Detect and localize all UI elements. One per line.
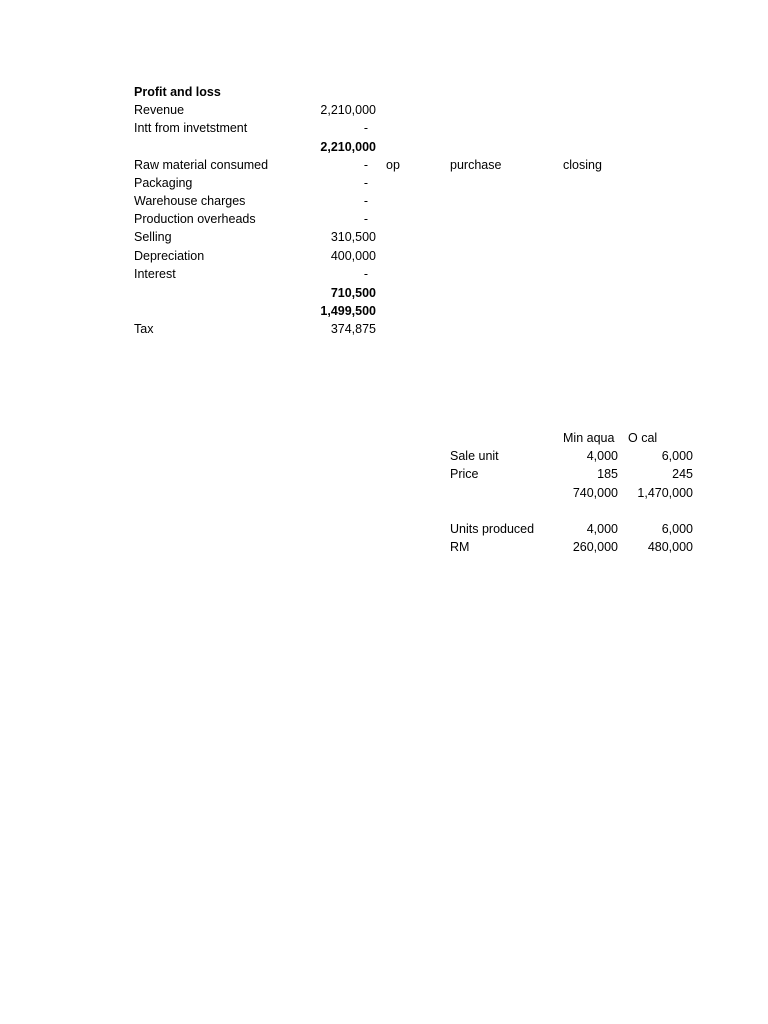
price-a: 185 bbox=[597, 467, 618, 481]
total-income-value: 2,210,000 bbox=[320, 140, 376, 154]
raw-material-value bbox=[296, 156, 376, 174]
price-label: Price bbox=[450, 467, 479, 481]
units-produced-b: 6,000 bbox=[661, 522, 693, 536]
tax-label: Tax bbox=[134, 322, 154, 336]
depreciation-label: Depreciation bbox=[134, 249, 205, 263]
price-b: 245 bbox=[672, 467, 693, 481]
sales-a: 740,000 bbox=[572, 486, 618, 500]
interest-label: Interest bbox=[134, 267, 176, 281]
rm-label: RM bbox=[450, 540, 470, 554]
depreciation-value: 400,000 bbox=[330, 249, 376, 263]
product-a-header: Min aqua bbox=[563, 431, 615, 445]
revenue-label: Revenue bbox=[134, 103, 185, 117]
total-expenses-value: 710,500 bbox=[330, 286, 376, 300]
sale-unit-label: Sale unit bbox=[450, 449, 499, 463]
raw-material-label: Raw material consumed bbox=[134, 158, 269, 172]
rm-a: 260,000 bbox=[572, 540, 618, 554]
packaging-value-text: - bbox=[363, 176, 368, 190]
sale-unit-b: 6,000 bbox=[661, 449, 693, 463]
sales-b: 1,470,000 bbox=[637, 486, 693, 500]
units-produced-a: 4,000 bbox=[586, 522, 618, 536]
profit-before-tax-value: 1,499,500 bbox=[320, 304, 376, 318]
closing-header: closing bbox=[563, 158, 602, 172]
selling-value: 310,500 bbox=[330, 230, 376, 244]
op-header: op bbox=[386, 158, 400, 172]
intt-value-text: - bbox=[363, 121, 368, 135]
intt-value bbox=[296, 119, 376, 137]
production-label: Production overheads bbox=[134, 212, 256, 226]
units-produced-label: Units produced bbox=[450, 522, 535, 536]
warehouse-value bbox=[296, 192, 376, 210]
sale-unit-a: 4,000 bbox=[586, 449, 618, 463]
revenue-value: 2,210,000 bbox=[320, 103, 376, 117]
selling-label: Selling bbox=[134, 230, 172, 244]
pl-title: Profit and loss bbox=[134, 85, 221, 99]
rm-b: 480,000 bbox=[647, 540, 693, 554]
raw-material-value-text: - bbox=[363, 158, 368, 172]
intt-label: Intt from invetstment bbox=[134, 121, 248, 135]
tax-value: 374,875 bbox=[330, 322, 376, 336]
production-value bbox=[296, 210, 376, 228]
product-b-header: O cal bbox=[628, 431, 658, 445]
purchase-header: purchase bbox=[450, 158, 502, 172]
production-value-text: - bbox=[363, 212, 368, 226]
packaging-label: Packaging bbox=[134, 176, 193, 190]
packaging-value bbox=[296, 174, 376, 192]
warehouse-value-text: - bbox=[363, 194, 368, 208]
interest-value-text: - bbox=[363, 267, 368, 281]
warehouse-label: Warehouse charges bbox=[134, 194, 246, 208]
interest-value bbox=[296, 265, 376, 283]
